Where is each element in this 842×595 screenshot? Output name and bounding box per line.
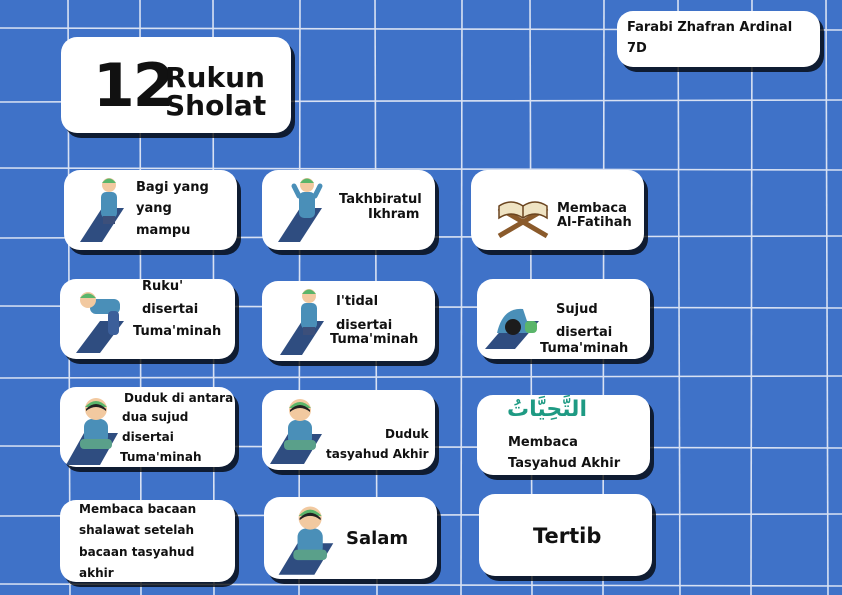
rukun-card-10-line-4: akhir bbox=[79, 566, 114, 580]
rukun-card-5-line-3: Tuma'minah bbox=[330, 332, 419, 347]
rukun-card-7-line-4: Tuma'minah bbox=[120, 450, 202, 464]
rukun-card-9-line-1: Membaca bbox=[508, 435, 578, 450]
rukun-card-2-line-1: Takhbiratul bbox=[339, 192, 422, 207]
rukun-card-3-line-2: Al-Fatihah bbox=[557, 215, 632, 230]
rukun-card-4-line-1: Ruku' bbox=[142, 279, 184, 294]
rukun-card-12-line-1: Tertib bbox=[533, 524, 602, 548]
author-card bbox=[617, 11, 820, 67]
rukun-card-5-line-1: I'tidal bbox=[336, 294, 379, 309]
rukun-card-3 bbox=[471, 170, 644, 250]
sitting-boy-icon bbox=[60, 389, 126, 469]
rukun-card-11 bbox=[264, 497, 437, 579]
title-number: 12 bbox=[93, 51, 173, 121]
rukun-card-12 bbox=[479, 494, 652, 576]
rukun-card-2-line-2: Ikhram bbox=[368, 207, 420, 222]
rukun-card-11-line-1: Salam bbox=[346, 528, 409, 549]
rukun-card-1-line-1: Bagi yang bbox=[136, 180, 209, 195]
rukun-card-5-line-2: disertai bbox=[336, 318, 393, 333]
rukun-card-4 bbox=[60, 279, 235, 359]
title-line1: Rukun bbox=[165, 61, 265, 94]
rukun-card-7-line-2: dua sujud bbox=[122, 410, 189, 424]
bowing-boy-icon bbox=[62, 281, 134, 359]
sitting-boy-icon bbox=[264, 390, 330, 468]
rukun-card-3-line-1: Membaca bbox=[557, 201, 627, 216]
rukun-card-6-line-3: Tuma'minah bbox=[540, 341, 629, 356]
author-name: Farabi Zhafran Ardinal bbox=[627, 20, 793, 35]
rukun-card-6-line-2: disertai bbox=[556, 325, 613, 340]
rukun-card-8 bbox=[262, 390, 435, 470]
rukun-card-9-line-2: Tasyahud Akhir bbox=[508, 456, 621, 471]
standing-boy-icon bbox=[66, 172, 136, 250]
rukun-card-4-line-2: disertai bbox=[142, 302, 199, 317]
title-card bbox=[61, 37, 291, 133]
rukun-card-8-line-1: Duduk bbox=[385, 427, 429, 441]
sitting-boy-icon bbox=[272, 497, 342, 579]
raised-hands-boy-icon bbox=[264, 172, 334, 250]
rukun-card-1-line-2: yang bbox=[136, 201, 172, 216]
rukun-card-7-line-3: disertai bbox=[122, 430, 174, 444]
rukun-card-6-line-1: Sujud bbox=[556, 302, 598, 317]
arabic-text-icon: التَّحِيَّاتُ bbox=[507, 397, 587, 422]
quran-book-icon bbox=[493, 192, 553, 242]
rukun-card-10-line-3: bacaan tasyahud bbox=[79, 545, 195, 559]
rukun-card-7 bbox=[60, 387, 235, 467]
rukun-card-1 bbox=[64, 170, 237, 250]
rukun-card-9 bbox=[477, 395, 650, 475]
rukun-card-10 bbox=[60, 500, 235, 582]
rukun-card-2 bbox=[262, 170, 435, 250]
rukun-card-5 bbox=[262, 281, 435, 361]
title-line2: Sholat bbox=[165, 89, 267, 122]
rukun-card-8-line-2: tasyahud Akhir bbox=[326, 447, 429, 461]
rukun-card-6 bbox=[477, 279, 650, 359]
rukun-card-10-line-1: Membaca bacaan bbox=[79, 502, 197, 516]
rukun-card-7-line-1: Duduk di antara bbox=[124, 391, 234, 405]
standing-boy-icon bbox=[266, 283, 336, 361]
author-class: 7D bbox=[627, 41, 647, 56]
rukun-card-1-line-3: mampu bbox=[136, 223, 191, 238]
rukun-card-4-line-3: Tuma'minah bbox=[133, 324, 222, 339]
rukun-card-10-line-2: shalawat setelah bbox=[79, 523, 195, 537]
